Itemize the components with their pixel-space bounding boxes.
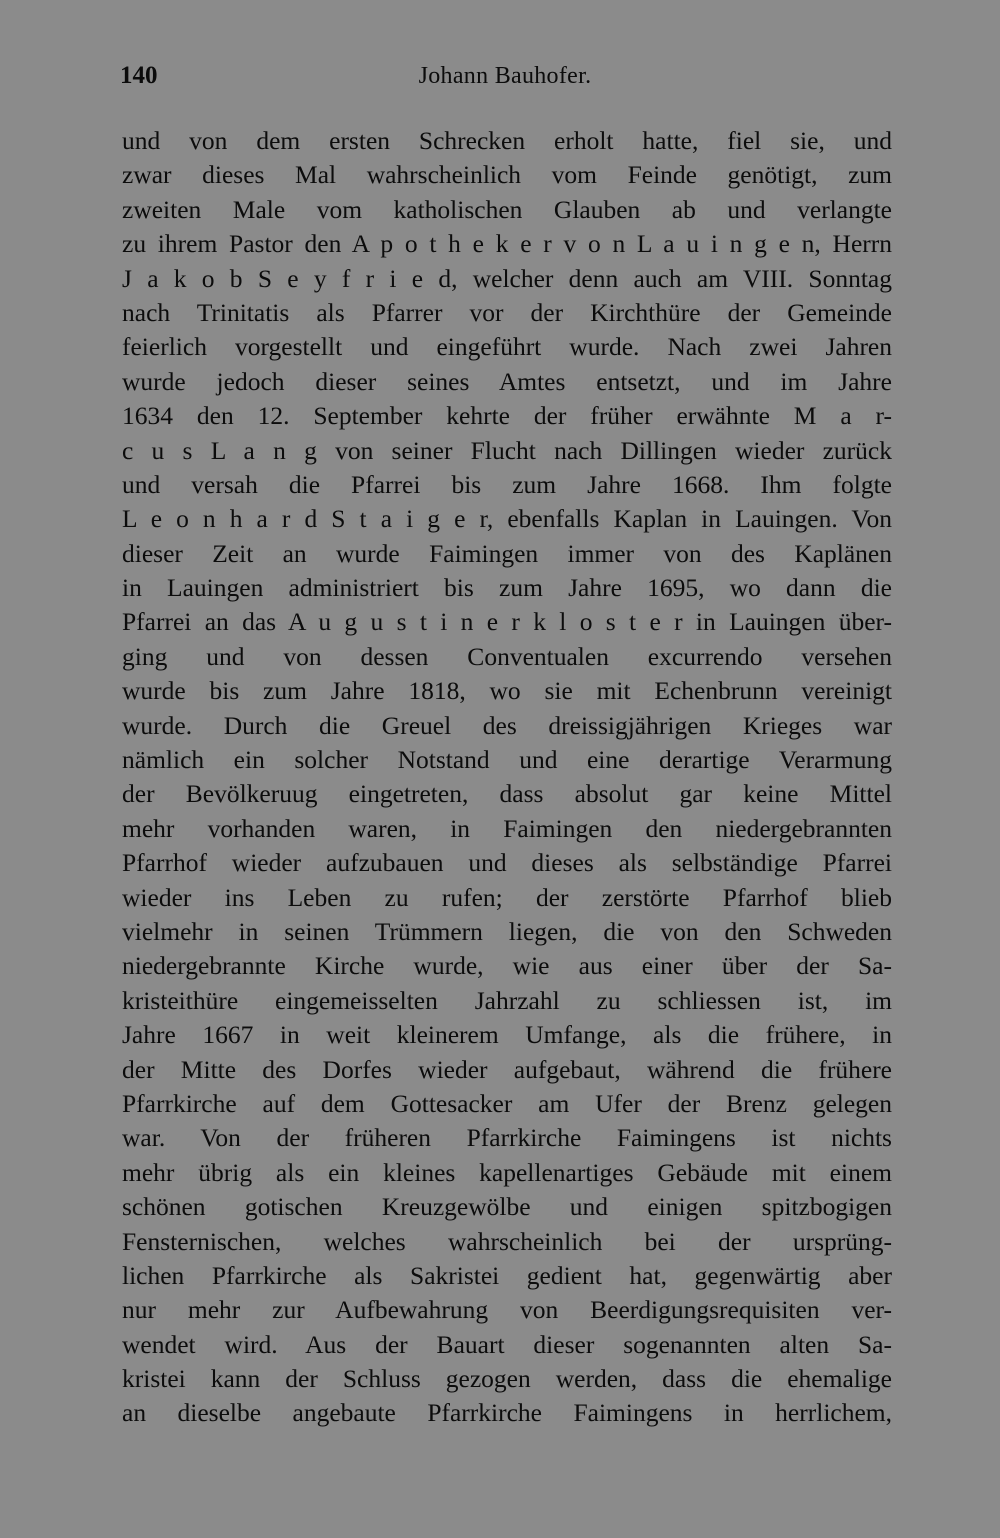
running-head: Johann Bauhofer. [418, 63, 592, 89]
text-line: Fensternischen, welches wahrscheinlich bei der ursprüng- [122, 1226, 892, 1256]
text-line: zweiten Male vom katholischen Glauben ab und verlangte [122, 194, 892, 224]
text-line: niedergebrannte Kirche wurde, wie aus einer über der Sa- [122, 951, 892, 981]
text-line: kristeithüre eingemeisselten Jahrzahl zu schliessen ist, im [122, 985, 892, 1015]
text-line: J a k o b S e y f r i e d, welcher denn auch am VIII. Sonntag [122, 263, 892, 293]
text-line: wendet wird. Aus der Bauart dieser sogenannten alten Sa- [122, 1329, 892, 1359]
text-line: und versah die Pfarrei bis zum Jahre 1668. Ihm folgte [122, 469, 892, 499]
text-line: mehr vorhanden waren, in Faimingen den niedergebrannten [122, 813, 892, 843]
page-header [120, 58, 890, 94]
text-line: schönen gotischen Kreuzgewölbe und einigen spitzbogigen [122, 1192, 892, 1222]
text-line: L e o n h a r d S t a i g e r, ebenfalls Kaplan in Lauingen. Von [122, 504, 892, 534]
text-line: zu ihrem Pastor den A p o t h e k e r v o n L a u i n g e n, Herrn [122, 229, 892, 259]
text-line: wurde bis zum Jahre 1818, wo sie mit Echenbrunn vereinigt [122, 676, 892, 706]
text-line: mehr übrig als ein kleines kapellenartiges Gebäude mit einem [122, 1157, 892, 1187]
text-line: war. Von der früheren Pfarrkirche Faimingens ist nichts [122, 1123, 892, 1153]
text-line: zwar dieses Mal wahrscheinlich vom Feinde genötigt, zum [122, 160, 892, 190]
text-line: und von dem ersten Schrecken erholt hatte, fiel sie, und [122, 126, 892, 155]
text-line: nach Trinitatis als Pfarrer vor der Kirchthüre der Gemeinde [122, 297, 892, 327]
text-line: an dieselbe angebaute Pfarrkirche Faimingens in herrlichem, [122, 1398, 892, 1428]
text-line: nur mehr zur Aufbewahrung von Beerdigungsrequisiten ver- [122, 1295, 892, 1325]
text-line: wurde. Durch die Greuel des dreissigjährigen Krieges war [122, 710, 892, 740]
text-line: dieser Zeit an wurde Faimingen immer von des Kaplänen [122, 538, 892, 568]
text-line: wieder ins Leben zu rufen; der zerstörte Pfarrhof blieb [122, 882, 892, 912]
text-line: vielmehr in seinen Trümmern liegen, die von den Schweden [122, 916, 892, 946]
text-line: ging und von dessen Conventualen excurrendo versehen [122, 641, 892, 671]
text-line: 1634 den 12. September kehrte der früher erwähnte M a r- [122, 401, 892, 431]
text-line: feierlich vorgestellt und eingeführt wurde. Nach zwei Jahren [122, 332, 892, 362]
text-line: kristei kann der Schluss gezogen werden, dass die ehemalige [122, 1364, 892, 1394]
text-line: der Bevölkeruug eingetreten, dass absolut gar keine Mittel [122, 779, 892, 809]
text-line: Jahre 1667 in weit kleinerem Umfange, als die frühere, in [122, 1020, 892, 1050]
body-text [122, 124, 892, 1431]
text-line: c u s L a n g von seiner Flucht nach Dillingen wieder zurück [122, 435, 892, 465]
text-line: Pfarrhof wieder aufzubauen und dieses als selbständige Pfarrei [122, 848, 892, 878]
text-line: Pfarrei an das A u g u s t i n e r k l o s t e r in Lauingen über- [122, 607, 892, 637]
text-line: nämlich ein solcher Notstand und eine derartige Verarmung [122, 745, 892, 775]
text-line: in Lauingen administriert bis zum Jahre 1695, wo dann die [122, 573, 892, 603]
text-line: wurde jedoch dieser seines Amtes entsetzt, und im Jahre [122, 366, 892, 396]
page-number: 140 [120, 62, 158, 89]
text-line: lichen Pfarrkirche als Sakristei gedient hat, gegenwärtig aber [122, 1260, 892, 1290]
text-line: Pfarrkirche auf dem Gottesacker am Ufer der Brenz gelegen [122, 1088, 892, 1118]
text-line: der Mitte des Dorfes wieder aufgebaut, während die frühere [122, 1054, 892, 1084]
